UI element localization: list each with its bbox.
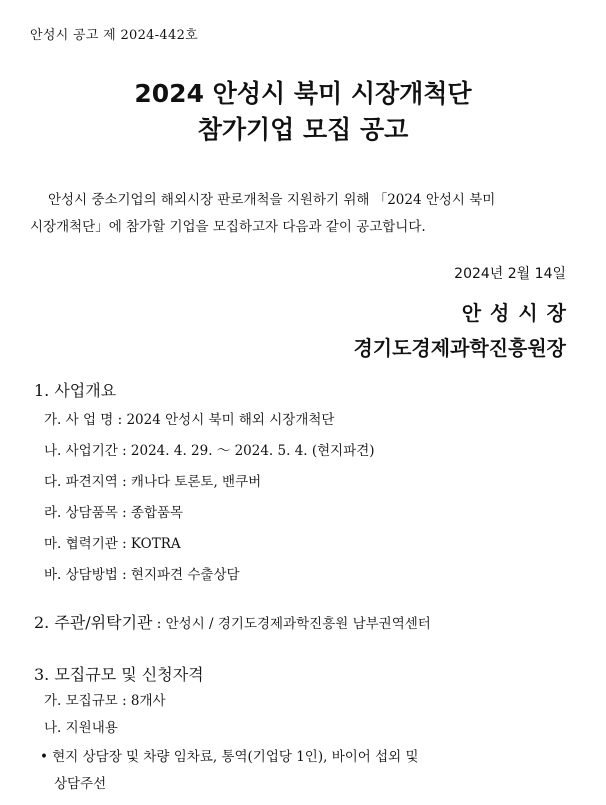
organizer-detail: : 안성시 / 경기도경제과학진흥원 남부권역센터: [152, 616, 431, 632]
notice-number: 안성시 공고 제 2024-442호: [30, 28, 198, 43]
recruitment-list: [44, 691, 166, 745]
support-bullet: [40, 744, 419, 798]
intro-line1-text: 안성시 중소기업의 해외시장 판로개척을 지원하기 위해 「2024 안성시 북미: [48, 192, 496, 208]
overview-item-name: 가. 사 업 명 : 2024 안성시 북미 해외 시장개척단: [44, 412, 335, 428]
recruitment-item-scale: 가. 모집규모 : 8개사: [44, 693, 166, 709]
intro-paragraph: [30, 187, 578, 241]
document-title-line1: 2024 안성시 북미 시장개척단: [134, 79, 472, 108]
document-title-line2: 참가기업 모집 공고: [197, 115, 409, 144]
issuer-mayor: 안성시장: [461, 301, 575, 325]
recruitment-item-support: 나. 지원내용: [44, 720, 118, 736]
section-heading-organizer: [34, 610, 431, 633]
overview-item-products: 라. 상담품목 : 종합품목: [44, 505, 184, 521]
section-heading-recruitment: 3. 모집규모 및 신청자격: [34, 665, 204, 684]
overview-item-method: 바. 상담방법 : 현지파견 수출상담: [44, 567, 240, 583]
organizer-heading-text: 2. 주관/위탁기관: [34, 613, 153, 632]
support-bullet-line2: 상담주선: [54, 776, 107, 792]
overview-item-partner: 마. 협력기관 : KOTRA: [44, 536, 181, 552]
overview-item-period: 나. 사업기간 : 2024. 4. 29. ～ 2024. 5. 4. (현지파견): [44, 443, 375, 459]
overview-list: [44, 410, 375, 596]
issuer-agency: 경기도경제과학진흥원장: [353, 336, 566, 360]
section-heading-overview: 1. 사업개요: [34, 381, 117, 400]
intro-line1: [30, 187, 578, 214]
notice-date: 2024년 2월 14일: [454, 266, 566, 282]
intro-line2: 시장개척단」에 참가할 기업을 모집하고자 다음과 같이 공고합니다.: [30, 219, 426, 235]
overview-item-region: 다. 파견지역 : 캐나다 토론토, 밴쿠버: [44, 474, 262, 490]
support-bullet-line1: • 현지 상담장 및 차량 임차료, 통역(기업당 1인), 바이어 섭외 및: [40, 749, 419, 765]
